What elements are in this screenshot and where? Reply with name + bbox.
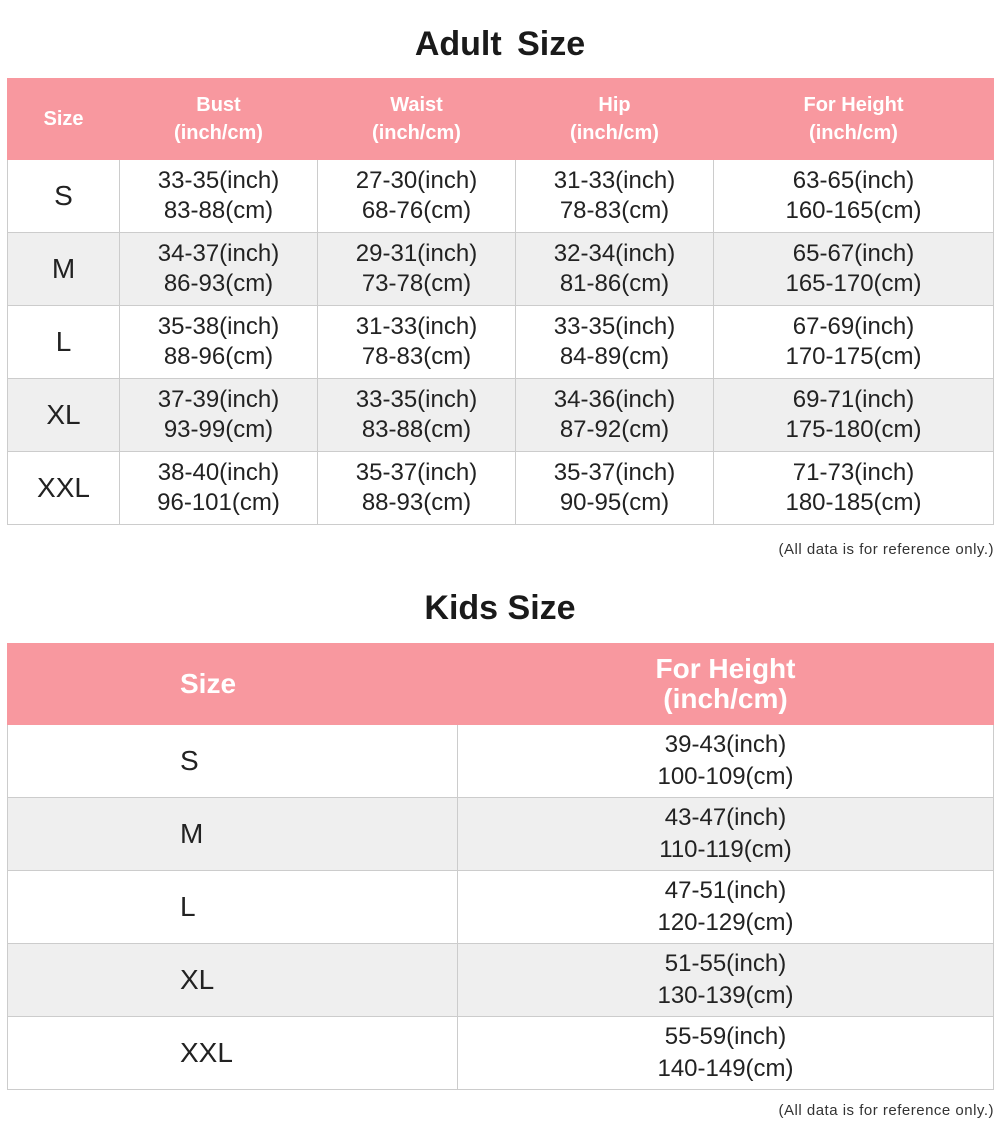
height-cell: 39-43(inch) 100-109(cm) (458, 725, 994, 798)
waist-cell: 35-37(inch) 88-93(cm) (318, 452, 516, 525)
table-row (8, 871, 994, 944)
table-row (8, 306, 994, 379)
height-cell: 47-51(inch) 120-129(cm) (458, 871, 994, 944)
adult-size-table (7, 78, 994, 525)
hip-cell: 33-35(inch) 84-89(cm) (516, 306, 714, 379)
table-row (8, 1017, 994, 1090)
kids-size-title: Kids Size (424, 589, 576, 627)
bust-cell: 38-40(inch) 96-101(cm) (120, 452, 318, 525)
table-row (8, 160, 994, 233)
height-cell: 69-71(inch) 175-180(cm) (714, 379, 994, 452)
hip-cell: 32-34(inch) 81-86(cm) (516, 233, 714, 306)
hip-cell: 35-37(inch) 90-95(cm) (516, 452, 714, 525)
waist-cell: 31-33(inch) 78-83(cm) (318, 306, 516, 379)
size-cell: XXL (8, 1017, 458, 1090)
header-hip: Hip (inch/cm) (516, 79, 714, 160)
table-header-row (8, 79, 994, 160)
table-row (8, 944, 994, 1017)
size-cell: XXL (8, 452, 120, 525)
waist-cell: 33-35(inch) 83-88(cm) (318, 379, 516, 452)
bust-cell: 37-39(inch) 93-99(cm) (120, 379, 318, 452)
height-cell: 71-73(inch) 180-185(cm) (714, 452, 994, 525)
waist-cell: 29-31(inch) 73-78(cm) (318, 233, 516, 306)
header-waist: Waist (inch/cm) (318, 79, 516, 160)
table-row (8, 233, 994, 306)
size-cell: S (8, 160, 120, 233)
bust-cell: 34-37(inch) 86-93(cm) (120, 233, 318, 306)
size-cell: XL (8, 379, 120, 452)
size-cell: M (8, 233, 120, 306)
bust-cell: 35-38(inch) 88-96(cm) (120, 306, 318, 379)
height-cell: 51-55(inch) 130-139(cm) (458, 944, 994, 1017)
height-cell: 65-67(inch) 165-170(cm) (714, 233, 994, 306)
header-height: For Height (inch/cm) (458, 644, 994, 725)
adult-size-title: Adult Size (414, 25, 586, 63)
table-header-row (8, 644, 994, 725)
size-cell: M (8, 798, 458, 871)
height-cell: 67-69(inch) 170-175(cm) (714, 306, 994, 379)
height-cell: 43-47(inch) 110-119(cm) (458, 798, 994, 871)
hip-cell: 34-36(inch) 87-92(cm) (516, 379, 714, 452)
header-size: Size (8, 644, 458, 725)
hip-cell: 31-33(inch) 78-83(cm) (516, 160, 714, 233)
table-row (8, 725, 994, 798)
table-row (8, 379, 994, 452)
table-row (8, 452, 994, 525)
waist-cell: 27-30(inch) 68-76(cm) (318, 160, 516, 233)
kids-size-table (7, 643, 994, 1090)
size-cell: XL (8, 944, 458, 1017)
kids-reference-note: (All data is for reference only.) (778, 1102, 994, 1119)
header-height: For Height (inch/cm) (714, 79, 994, 160)
size-cell: L (8, 871, 458, 944)
adult-reference-note: (All data is for reference only.) (778, 541, 994, 558)
size-cell: S (8, 725, 458, 798)
header-size: Size (8, 79, 120, 160)
height-cell: 63-65(inch) 160-165(cm) (714, 160, 994, 233)
table-row (8, 798, 994, 871)
header-bust: Bust (inch/cm) (120, 79, 318, 160)
height-cell: 55-59(inch) 140-149(cm) (458, 1017, 994, 1090)
size-cell: L (8, 306, 120, 379)
bust-cell: 33-35(inch) 83-88(cm) (120, 160, 318, 233)
